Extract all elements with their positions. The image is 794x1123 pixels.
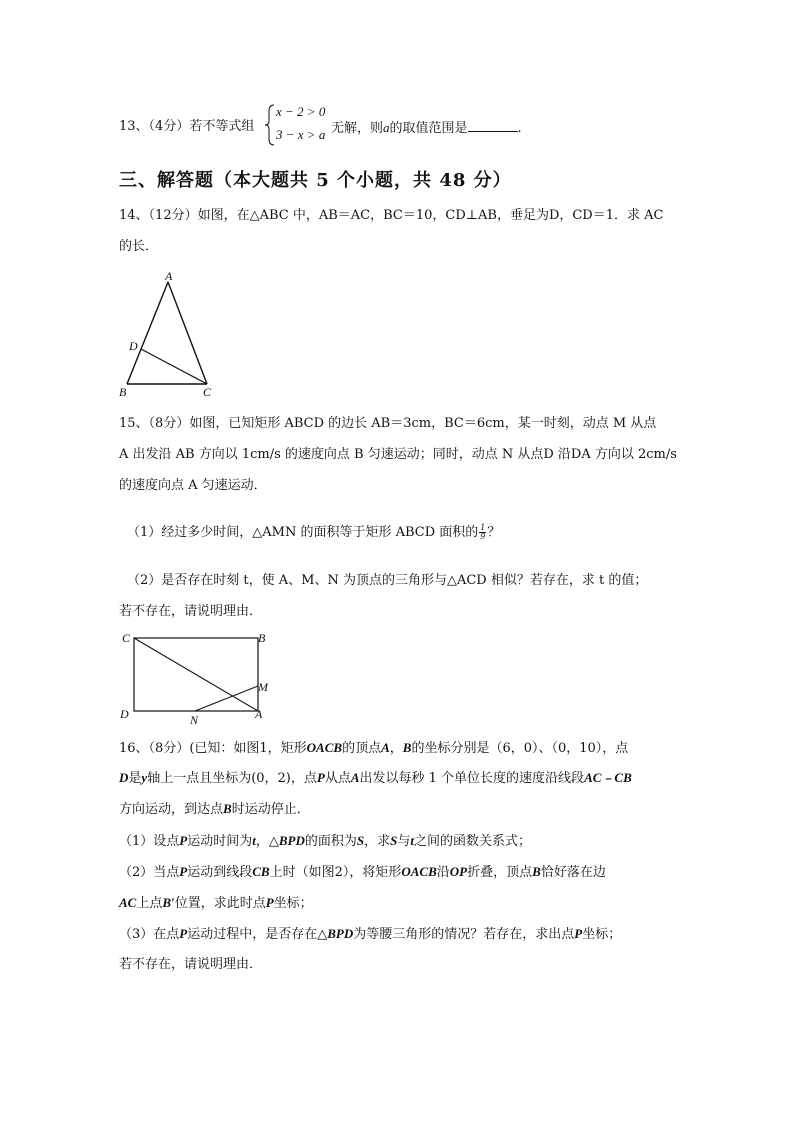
section-heading: 三、解答题（本大题共 5 个小题，共 48 分） <box>119 170 512 191</box>
q15-label-b: B <box>258 631 266 645</box>
q14-triangle-figure <box>112 266 222 400</box>
q16-text: （2）当点 <box>119 865 180 880</box>
q15-line3: 的速度向点 A 匀速运动． <box>119 478 267 493</box>
q16-math: A <box>350 770 360 785</box>
q16-math: OACB <box>401 864 437 879</box>
q13-prefix: 13、（4分）若不等式组 <box>119 119 255 134</box>
q16-text: 从点 <box>324 771 351 786</box>
q13-suffix: 的取值范围是 <box>389 121 468 136</box>
q16-text: 16、（8分）(已知：如图1，矩形 <box>119 741 307 756</box>
q16-text: 折叠，顶点 <box>467 865 533 880</box>
q16-math: P <box>179 833 188 848</box>
q16-text: 的顶点 <box>342 741 382 756</box>
q15-part1-prefix: （1）经过多少时间，△AMN 的面积等于矩形 ABCD 面积的 <box>127 525 479 540</box>
q16-math: P <box>316 770 325 785</box>
q15-label-a: A <box>255 707 263 721</box>
q16-text: 的面积为 <box>304 834 357 849</box>
q15-label-c: C <box>122 631 131 645</box>
q14-line2: 的长． <box>119 239 159 254</box>
q16-text: 与 <box>397 834 411 849</box>
q15-part2-line2: 若不存在，请说明理由． <box>119 604 263 619</box>
q16-math: t <box>252 833 256 848</box>
q16-math: AC﹣CB <box>584 770 632 785</box>
q16-text: ，求 <box>364 834 391 849</box>
q16-line3 <box>119 801 310 818</box>
q16-text: 运动过程中，是否存在△ <box>187 927 328 942</box>
q15-part2-line1: （2）是否存在时刻 t，使 A、M、N 为顶点的三角形与△ACD 相似？若存在，求 t 的值； <box>127 573 648 588</box>
q16-math: S <box>390 833 398 848</box>
q16-text: 坐标； <box>273 896 313 911</box>
q16-math: P <box>574 926 583 941</box>
q16-math: D <box>119 770 129 785</box>
q16-text: 之间的函数关系式； <box>414 834 532 849</box>
q15-label-n: N <box>190 713 199 727</box>
q16-line2 <box>119 770 632 787</box>
q15-part1 <box>127 524 500 541</box>
q16-text: （1）设点 <box>119 834 180 849</box>
q16-text: 时运动停止． <box>231 802 310 817</box>
q16-text: ，△ <box>255 834 279 849</box>
left-brace-icon <box>263 103 277 147</box>
q16-math: A <box>381 740 390 755</box>
q13-mid: 无解，则 <box>331 121 384 136</box>
q16-line1 <box>119 740 628 757</box>
q16-math: t <box>410 833 415 848</box>
q16-text: 方向运动，到达点 <box>119 802 224 817</box>
q16-math: B′ <box>162 895 175 910</box>
q16-text: 上时（如图2），将矩形 <box>269 865 402 880</box>
q15-line2: A 出发沿 AB 方向以 1cm/s 的速度向点 B 匀速运动；同时，动点 N 从点D 沿DA 方向以 2cm/s <box>119 447 677 462</box>
q14-label-d: D <box>129 339 138 353</box>
q16-part1 <box>119 833 531 850</box>
q16-math: CB <box>252 864 270 879</box>
q15-line1: 15、（8分）如图，已知矩形 ABCD 的边长 AB＝3cm，BC＝6cm，某一时刻，动点 M 从点 <box>119 416 657 431</box>
q16-math: AC <box>119 895 137 910</box>
q16-text: 上点 <box>136 896 163 911</box>
q16-part2-line2 <box>119 895 313 912</box>
q16-text: 位置，求此时点 <box>174 896 266 911</box>
answer-blank <box>468 119 518 132</box>
q16-math: OP <box>449 864 468 879</box>
q16-math: BPD <box>278 833 305 848</box>
q13-inequality-1: x − 2 > 0 <box>276 104 326 119</box>
q16-text: 的坐标分别是（6，0）、（0，10），点 <box>411 741 629 756</box>
q16-part3-line2: 若不存在，请说明理由． <box>119 957 263 972</box>
q16-math: B <box>223 801 232 816</box>
q13-end: . <box>517 121 522 136</box>
q14-label-b: B <box>119 385 127 399</box>
q16-text: 坐标； <box>582 927 622 942</box>
q16-text: ， <box>389 741 403 756</box>
q16-math: BPD <box>327 926 354 941</box>
q16-math: P <box>179 864 188 879</box>
q15-rectangle-figure <box>118 628 274 728</box>
q16-text: 运动到线段 <box>187 865 253 880</box>
q16-math: OACB <box>306 740 343 755</box>
q16-math: y <box>141 770 148 785</box>
q16-math: P <box>179 926 188 941</box>
q13-var: a <box>383 120 390 135</box>
q14-label-c: C <box>203 385 212 399</box>
q14-line1: 14、（12分）如图，在△ABC 中，AB＝AC，BC＝10，CD⊥AB，垂足为D，CD＝1．求 AC <box>119 208 664 223</box>
q15-part1-suffix: ？ <box>487 525 501 540</box>
fraction-one-ninth <box>479 524 486 541</box>
q16-text: 运动时间为 <box>187 834 253 849</box>
q16-math: S <box>356 833 365 848</box>
q16-part2-line1 <box>119 864 606 881</box>
q16-text: 轴上一点且坐标为(0，2)，点 <box>147 771 317 786</box>
q13-inequality-2: 3 − x > a <box>276 127 326 142</box>
q16-text: 是 <box>128 771 142 786</box>
frac-denominator: 9 <box>480 532 486 541</box>
q16-math: P <box>265 895 274 910</box>
q16-math: B <box>402 740 412 755</box>
q16-text: 为等腰三角形的情况？若存在，求出点 <box>353 927 575 942</box>
q16-text: 恰好落在边 <box>540 865 606 880</box>
q16-part3-line1 <box>119 926 621 943</box>
q14-label-a: A <box>165 269 173 283</box>
q16-text: 出发以每秒 1 个单位长度的速度沿线段 <box>359 771 585 786</box>
frac-numerator: 1 <box>480 523 486 532</box>
q16-math: B <box>532 864 541 879</box>
q16-text: （3）在点 <box>119 927 180 942</box>
q15-label-d: D <box>120 707 129 721</box>
q15-label-m: M <box>258 680 268 694</box>
q16-text: 沿 <box>436 865 450 880</box>
q13-tail <box>331 119 522 137</box>
